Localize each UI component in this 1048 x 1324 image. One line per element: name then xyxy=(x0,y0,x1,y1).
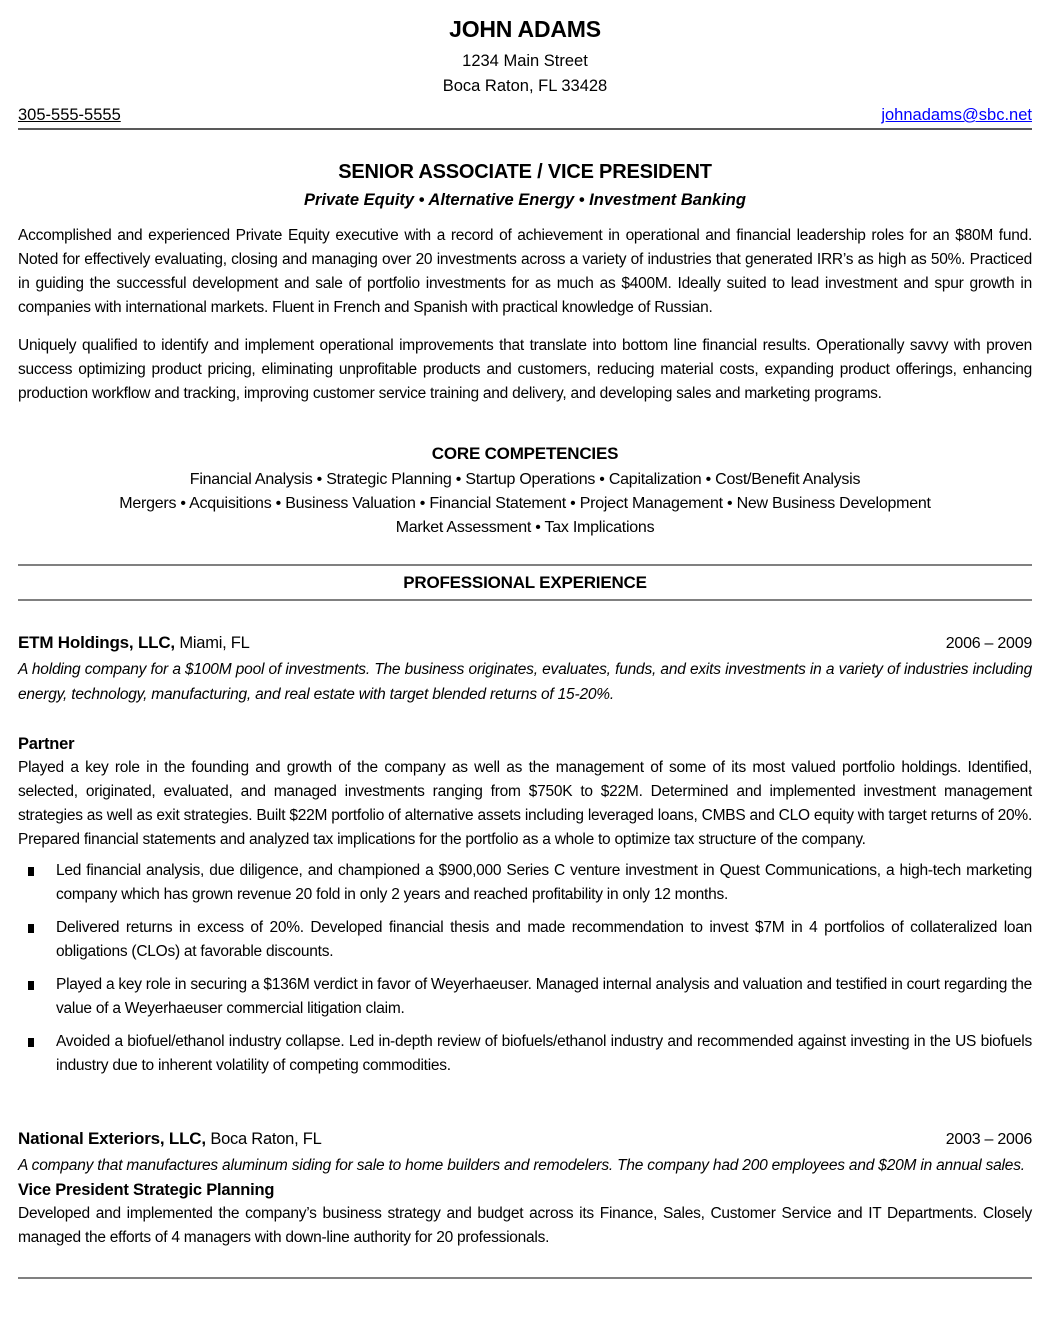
address-line-1: 1234 Main Street xyxy=(462,52,588,70)
job-dates: 2006 – 2009 xyxy=(945,635,1032,652)
job-entry-national-exteriors xyxy=(18,1127,1032,1250)
section-divider xyxy=(18,599,1032,601)
company-name: ETM Holdings, LLC, xyxy=(18,633,175,652)
job-header xyxy=(18,631,1032,656)
section-divider xyxy=(18,564,1032,566)
core-competencies-line: Market Assessment • Tax Implications xyxy=(395,519,655,536)
list-item xyxy=(18,916,1032,964)
summary-paragraph-1: Accomplished and experienced Private Equity executive with a record of achievement in operational and financial leadership roles for an $80M fund. Noted for effectively evaluating, closing and managing over 20 investments across a variety of industries that generated IRR’s as high as 50%. Practiced in guiding the successful development and sale of portfolio investments for as much as $400M. Ideally suited to lead investment and spur growth in companies with international markets. Fluent in French and Spanish with practical knowledge of Russian. xyxy=(18,227,1032,316)
professional-experience-heading: PROFESSIONAL EXPERIENCE xyxy=(403,573,647,592)
list-item xyxy=(18,1030,1032,1078)
list-item xyxy=(18,859,1032,907)
job-header xyxy=(18,1127,1032,1152)
company-location: Miami, FL xyxy=(179,634,250,652)
square-bullet-icon xyxy=(28,981,34,990)
achievement-text: Led financial analysis, due diligence, and championed a $900,000 Series C venture investment in Quest Communications, a high-tech marketing company which has grown revenue 20 fold in only 2 years and reached profitability in only 12 months. xyxy=(56,862,1032,903)
contact-row xyxy=(18,106,1032,130)
address-line-2: Boca Raton, FL 33428 xyxy=(442,77,608,95)
job-company-location xyxy=(18,631,250,656)
achievement-text: Avoided a biofuel/ethanol industry collapse. Led in-depth review of biofuels/ethanol industry and recommended against investing in the US biofuels industry due to inherent volatility of competing commodities. xyxy=(56,1033,1032,1074)
job-entry-etm-holdings xyxy=(18,631,1032,1078)
list-item xyxy=(18,973,1032,1021)
core-competencies-list xyxy=(18,468,1032,540)
core-competencies-heading: CORE COMPETENCIES xyxy=(431,444,619,463)
core-competencies-line: Mergers • Acquisitions • Business Valuation • Financial Statement • Project Management • New Business Development xyxy=(119,495,931,512)
resume-title: SENIOR ASSOCIATE / VICE PRESIDENT xyxy=(338,161,712,183)
role-summary: Developed and implemented the company’s business strategy and budget across its Finance, Sales, Customer Service and IT Departments. Closely managed the efforts of 4 managers with down-line authority for 20 professionals. xyxy=(18,1205,1032,1246)
email-link[interactable]: johnadams@sbc.net xyxy=(881,106,1032,124)
summary-paragraph-2: Uniquely qualified to identify and implement operational improvements that translate into bottom line financial results. Operationally savvy with proven success optimizing product pricing, eliminating unprofitable products and customers, reducing material costs, expanding product offerings, enhancing production workflow and tracking, improving customer service training and delivery, and developing sales and marketing programs. xyxy=(18,337,1032,402)
core-competencies-line: Financial Analysis • Strategic Planning • Startup Operations • Capitalization • Cost/Benefit Analysis xyxy=(189,471,861,488)
achievement-text: Delivered returns in excess of 20%. Developed financial thesis and made recommendation to invest $7M in 4 portfolios of collateralized loan obligations (CLOs) at favorable discounts. xyxy=(56,919,1032,960)
role-summary: Played a key role in the founding and growth of the company as well as the management of some of its most valued portfolio holdings. Identified, selected, originated, evaluated, and managed investments ranging from $750K to $22M. Determined and implemented investment management strategies as well as exit strategies. Built $22M portfolio of alternative assets including leveraged loans, CMBS and CLO equity with target returns of 20%. Prepared financial statements and analyzed tax implications for the portfolio as a whole to optimize tax structure of the company. xyxy=(18,759,1032,848)
resume-subtitle: Private Equity • Alternative Energy • Investment Banking xyxy=(304,191,746,209)
achievement-text: Played a key role in securing a $136M verdict in favor of Weyerhaeuser. Managed internal analysis and valuation and testified in court regarding the value of a Weyerhaeuser commercial litigation claim. xyxy=(56,976,1032,1017)
square-bullet-icon xyxy=(28,867,34,876)
achievement-list xyxy=(18,859,1032,1078)
role-title: Partner xyxy=(18,735,75,753)
square-bullet-icon xyxy=(28,1038,34,1047)
candidate-name: JOHN ADAMS xyxy=(449,16,601,42)
page-bottom-divider xyxy=(18,1277,1032,1279)
job-company-location xyxy=(18,1127,322,1152)
square-bullet-icon xyxy=(28,924,34,933)
company-name: National Exteriors, LLC, xyxy=(18,1129,206,1148)
job-dates: 2003 – 2006 xyxy=(945,1131,1032,1148)
phone-link[interactable]: 305-555-5555 xyxy=(18,106,121,124)
company-description: A company that manufactures aluminum siding for sale to home builders and remodelers. The company had 200 employees and $20M in annual sales. xyxy=(18,1157,1025,1174)
company-description: A holding company for a $100M pool of investments. The business originates, evaluates, funds, and exits investments in a variety of industries including energy, technology, manufacturing, and real estate with target blended returns of 15-20%. xyxy=(18,661,1032,703)
company-location: Boca Raton, FL xyxy=(210,1130,322,1148)
role-title: Vice President Strategic Planning xyxy=(18,1181,275,1199)
